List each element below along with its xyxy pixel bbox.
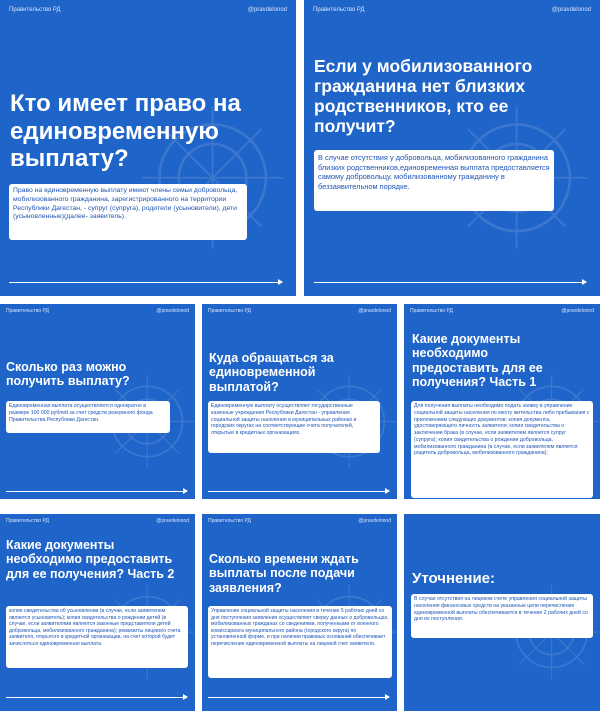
card-title: Сколько раз можно получить выплату?	[6, 360, 130, 389]
card-title: Какие документы необходимо предоставить для ее получения? Часть 2	[6, 538, 175, 581]
arrow-icon	[6, 697, 187, 698]
arrow-icon	[6, 491, 187, 492]
card-text: Единовременную выплату осуществляет государственные казенные учреждения Республики Дагестан - управления социальной защиты населения в муниципальных районах и городских округах на соответствующие счета получателей, открытые в кредитных организациях.	[208, 401, 380, 453]
card-6	[0, 514, 195, 711]
arrow-icon	[208, 697, 389, 698]
header-left: Правительство РД	[6, 308, 49, 314]
card-title: Если у мобилизованного гражданина нет близких родственников, кто ее получит?	[314, 56, 533, 137]
header-left: Правительство РД	[9, 7, 61, 13]
header-handle: @pravdelonod	[156, 518, 189, 524]
header-left: Правительство РД	[313, 7, 365, 13]
card-text: Управление социальной защиты населения в течение 5 рабочих дней со дня поступления заявления осуществляет сверку данных о добровольцах, мобилизованных гражданах со сведениями, полученными от военного комиссариата муниципального района (городского округа) по установленной форме, и при наличии правовых оснований обеспечивает перечисление единовременной выплаты на лицевой счет заявителя.	[208, 606, 392, 678]
card-7	[202, 514, 397, 711]
card-2	[304, 0, 600, 296]
card-text: В случае отсутствия на лицевом счете управления социальной защиты населения финансовых средств на указанные цели перечисление единовременной выплаты обеспечивается в течение 2 рабочих дней со дня их поступления.	[411, 594, 593, 638]
card-title: Кто имеет право на единовременную выплату?	[10, 90, 241, 173]
header-handle: @pravdelonod	[156, 308, 189, 314]
header-left: Правительство РД	[6, 518, 49, 524]
card-5	[404, 304, 600, 499]
card-title: Уточнение:	[412, 570, 495, 587]
header-left: Правительство РД	[208, 518, 251, 524]
card-title: Куда обращаться за единовременной выплатой?	[209, 351, 334, 394]
header-handle: @pravdelonod	[551, 7, 591, 13]
arrow-icon	[314, 282, 586, 283]
header-left: Правительство РД	[208, 308, 251, 314]
card-text: Единовременная выплата осуществляется однократно в размере 100 000 рублей за счет средств резервного фонда Правительства Республики Дагестан.	[6, 401, 170, 433]
card-text: В случае отсутствия у добровольца, мобилизованного гражданина близких родственников,единовременная выплата предоставляется самому добровольцу, мобилизованному гражданину в беззаявительном порядке.	[314, 150, 554, 211]
header-handle: @pravdelonod	[561, 308, 594, 314]
card-title: Какие документы необходимо предоставить для ее получения? Часть 1	[412, 332, 543, 390]
arrow-icon	[9, 282, 282, 283]
card-text: Право на единовременную выплату имеют члены семьи добровольца, мобилизованного гражданина, зарегистрированного на территории Республики Дагестан, - супруг (супруга), родители (усыновители), дети (усыновленные)(далее- заявитель).	[9, 184, 247, 240]
card-title: Сколько времени ждать выплаты после подачи заявления?	[209, 552, 359, 595]
card-8	[404, 514, 600, 711]
arrow-icon	[208, 491, 389, 492]
card-1	[0, 0, 296, 296]
card-4	[202, 304, 397, 499]
header-left: Правительство РД	[410, 308, 453, 314]
header-handle: @pravdelonod	[358, 308, 391, 314]
header-handle: @pravdelonod	[247, 7, 287, 13]
card-text: копия свидетельства об усыновлении (в случае, если заявителем является усыновитель); копия свидетельства о рождении детей (в случае, если заявителями являются законные представители детей добровольца, мобилизованного гражданина); реквизиты лицевого счета заявителя, открытого в кредитной организации, на счет которой будет зачисляться единовременная выплата.	[6, 606, 188, 668]
card-text: Для получения выплаты необходимо подать заявку в управление социальной защиты населения по месту жительства либо пребывания с приложением следующих документов: копия документа, удостоверяющего личность заявителя; копия свидетельства о заключении брака (в случае, если заявителем является супруг (супруга); копия свидетельства о рождении добровольца, мобилизованного гражданина (в случае, если заявителем является родитель добровольца, мобилизованного гражданина);	[411, 401, 593, 498]
card-3	[0, 304, 195, 499]
header-handle: @pravdelonod	[358, 518, 391, 524]
